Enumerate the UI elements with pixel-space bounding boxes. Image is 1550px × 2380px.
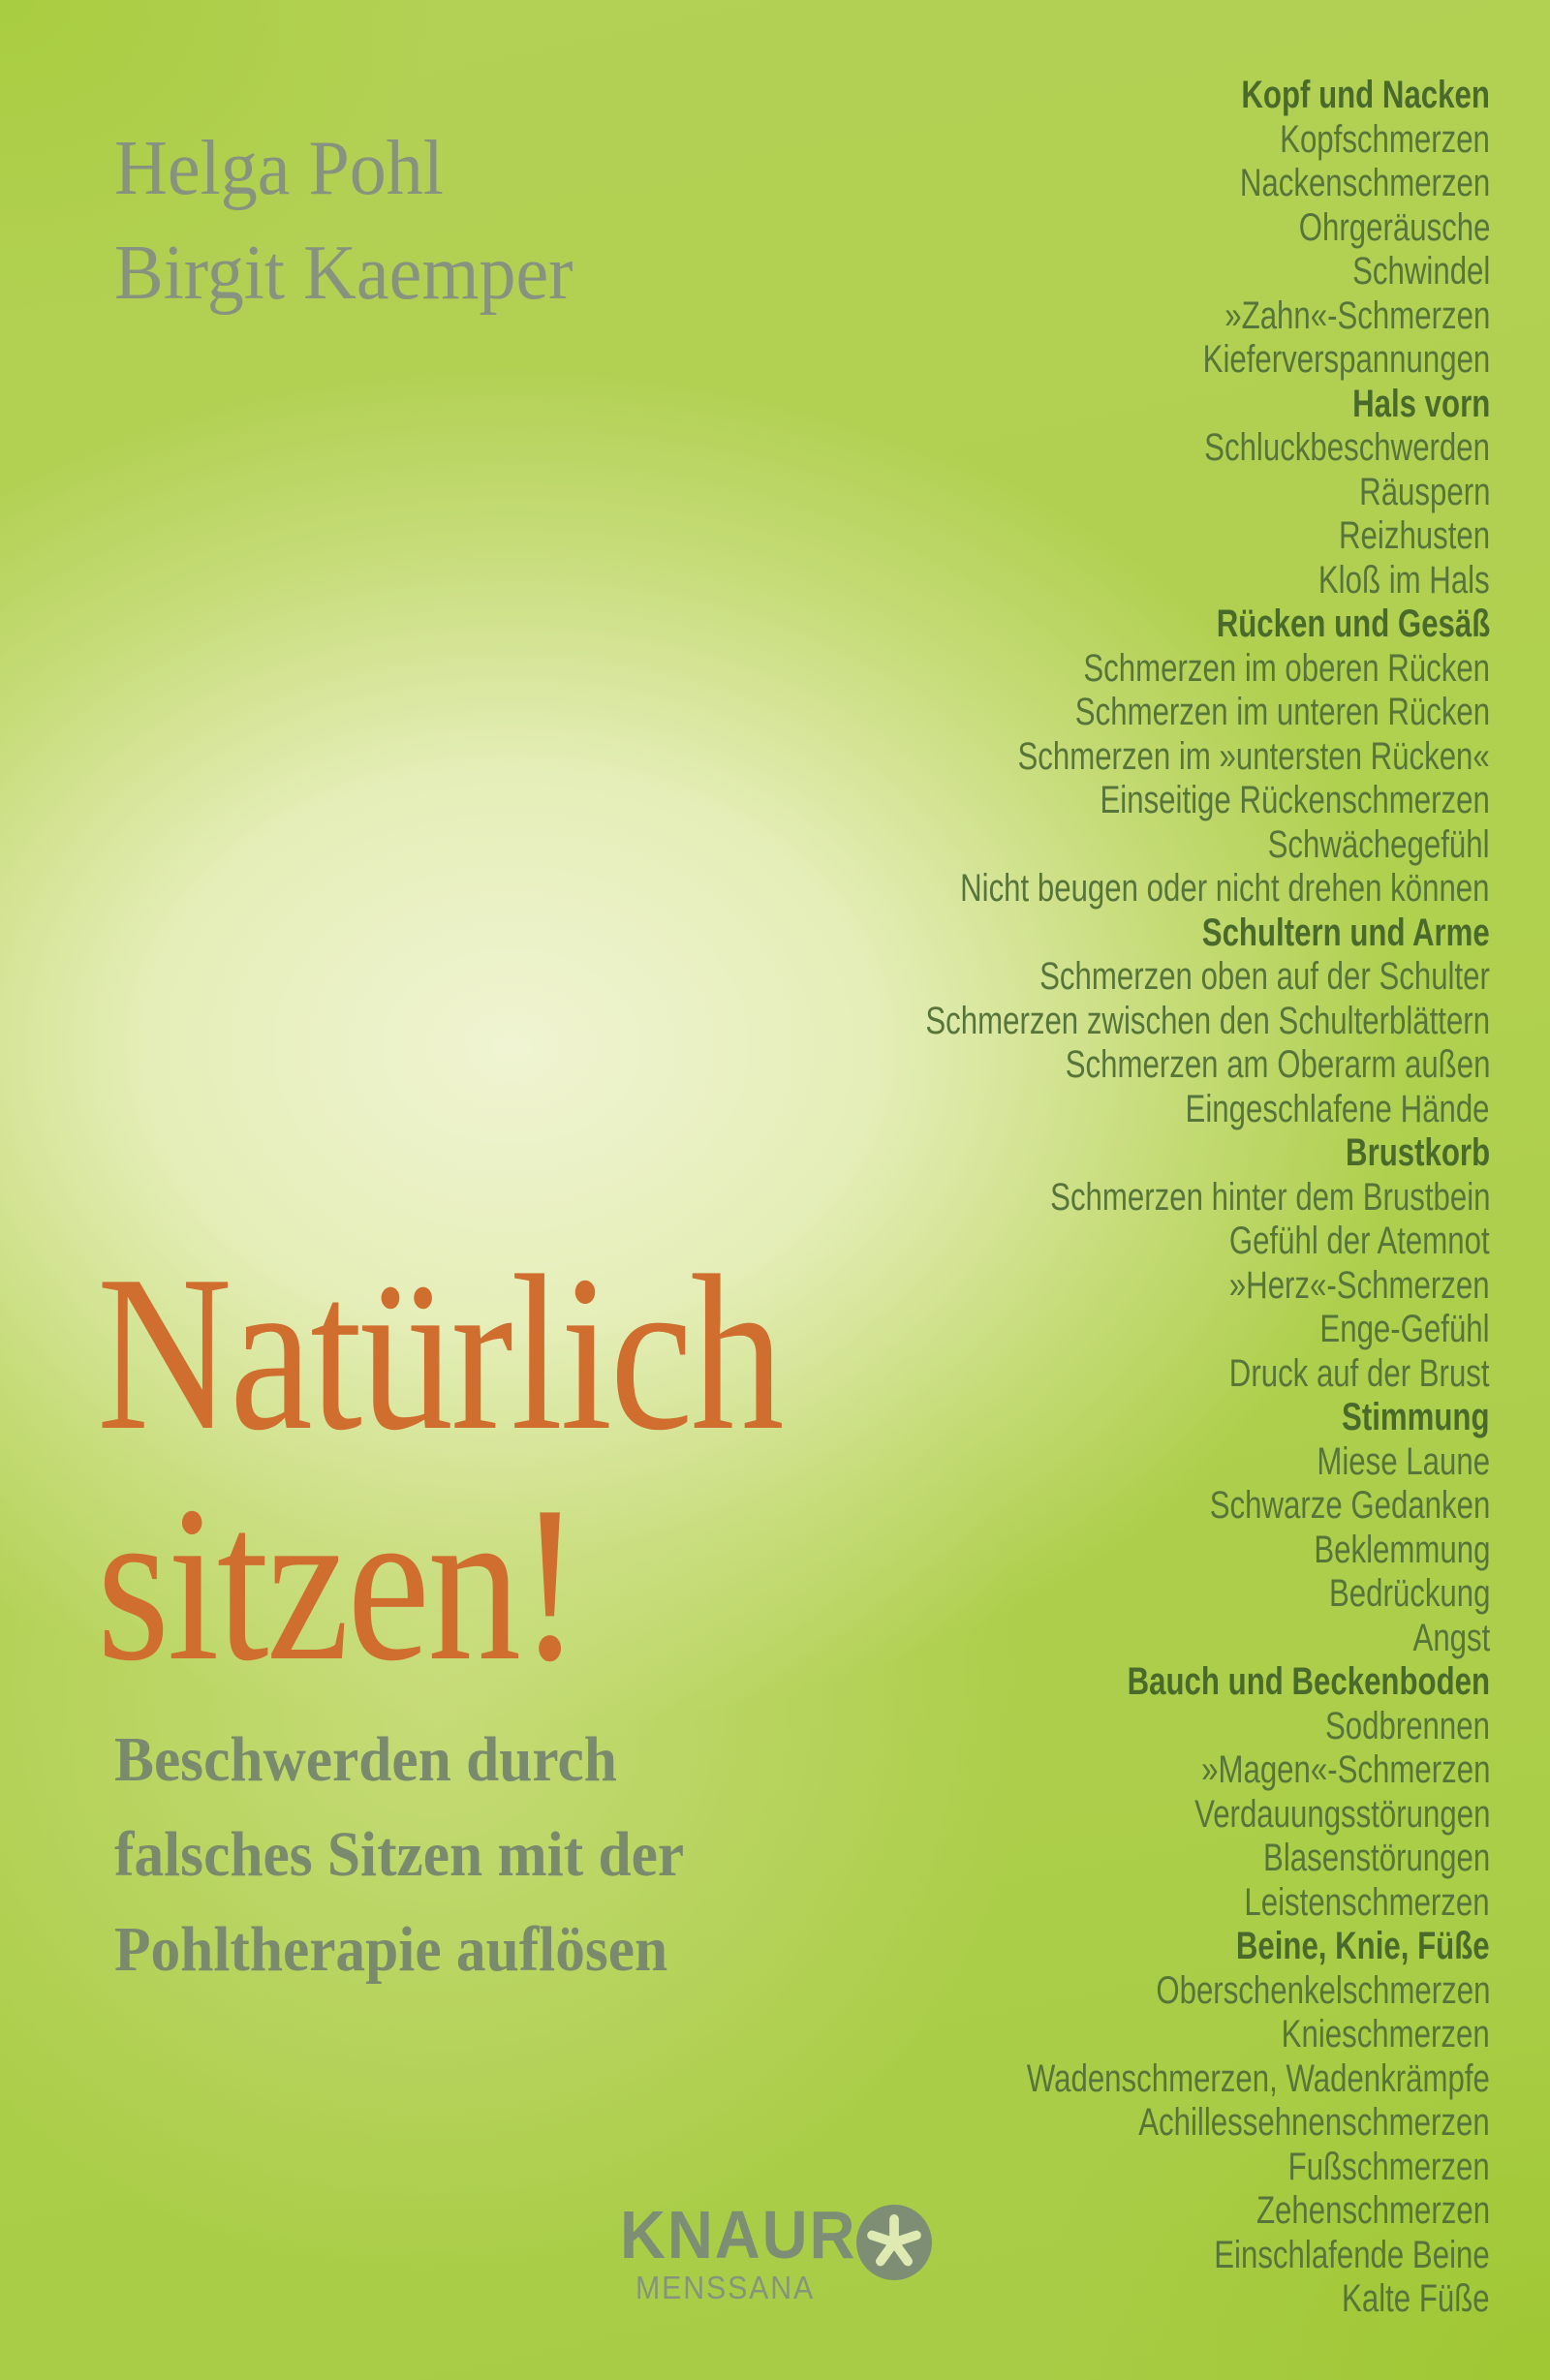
symptom-list [766, 74, 1490, 2322]
symptom-item: Oberschenkelschmerzen [1155, 1968, 1490, 2012]
publisher-imprint: MENSSANA [636, 2270, 816, 2305]
symptom-item: Schmerzen oben auf der Schulter [1039, 955, 1490, 998]
book-title-line-1: Natürlich [97, 1229, 782, 1476]
symptom-group-heading: Rücken und Gesäß [1216, 603, 1490, 645]
symptom-group-heading: Schultern und Arme [1201, 911, 1490, 954]
symptom-item: Nackenschmerzen [1239, 162, 1490, 204]
symptom-item: Kalte Füße [1342, 2277, 1490, 2320]
symptom-item: Schwächegefühl [1268, 822, 1490, 866]
symptom-group-heading: Brustkorb [1345, 1131, 1490, 1174]
symptom-item: Schmerzen am Oberarm außen [1065, 1043, 1490, 1086]
symptom-group-heading: Stimmung [1342, 1396, 1490, 1438]
symptom-item: Achillessehnenschmerzen [1138, 2101, 1490, 2144]
symptom-item: Sodbrennen [1324, 1704, 1490, 1747]
symptom-item: Beklemmung [1313, 1528, 1490, 1571]
symptom-item: »Magen«-Schmerzen [1200, 1748, 1490, 1791]
symptom-item: Räuspern [1358, 470, 1490, 513]
symptom-item: Angst [1412, 1616, 1490, 1659]
book-subtitle-line-3: Pohltherapie auflösen [114, 1914, 668, 1985]
book-subtitle-line-1: Beschwerden durch [114, 1724, 617, 1795]
symptom-item: Einseitige Rückenschmerzen [1100, 779, 1490, 821]
asterisk-star-icon [856, 2205, 932, 2280]
symptom-item: Ohrgeräusche [1298, 205, 1490, 249]
symptom-item: »Zahn«-Schmerzen [1224, 294, 1490, 337]
symptom-item: Druck auf der Brust [1229, 1351, 1490, 1395]
symptom-item: Leistenschmerzen [1244, 1880, 1490, 1924]
symptom-item: Miese Laune [1317, 1439, 1490, 1483]
symptom-item: Blasenstörungen [1262, 1837, 1490, 1879]
book-subtitle-line-2: falsches Sitzen mit der [114, 1819, 685, 1890]
symptom-item: Kieferverspannungen [1202, 338, 1490, 381]
symptom-group-heading: Bauch und Beckenboden [1127, 1660, 1490, 1703]
symptom-item: Schwindel [1351, 250, 1490, 293]
symptom-item: Einschlafende Beine [1214, 2233, 1490, 2276]
symptom-item: Knieschmerzen [1281, 2013, 1490, 2055]
symptom-item: Kloß im Hals [1318, 558, 1490, 602]
symptom-item: Schluckbeschwerden [1204, 426, 1490, 469]
symptom-item: Eingeschlafene Hände [1186, 1087, 1490, 1130]
symptom-item: Bedrückung [1328, 1572, 1490, 1615]
book-subtitle [114, 1713, 727, 1997]
symptom-item: Fußschmerzen [1287, 2145, 1490, 2188]
symptom-item: Schmerzen zwischen den Schulterblättern [925, 999, 1490, 1042]
author-name-2: Birgit Kaemper [114, 231, 574, 316]
symptom-group-heading: Beine, Knie, Füße [1236, 1925, 1490, 1967]
symptom-item: Schmerzen im unteren Rücken [1074, 691, 1490, 733]
symptom-item: Schwarze Gedanken [1209, 1484, 1490, 1527]
symptom-item: Nicht beugen oder nicht drehen können [960, 867, 1490, 910]
symptom-item: Enge-Gefühl [1319, 1308, 1490, 1350]
author-names [114, 116, 597, 325]
book-title-line-2: sitzen! [97, 1460, 579, 1707]
symptom-item: Schmerzen im »untersten Rücken« [1017, 734, 1490, 778]
publisher-name: KNAUR [620, 2197, 857, 2272]
symptom-item: Schmerzen im oberen Rücken [1083, 646, 1490, 690]
symptom-item: Zehenschmerzen [1256, 2189, 1490, 2232]
symptom-item: Verdauungsstörungen [1194, 1792, 1490, 1836]
book-title [97, 1229, 913, 1707]
symptom-item: Gefühl der Atemnot [1229, 1220, 1490, 1262]
symptom-item: Schmerzen hinter dem Brustbein [1049, 1175, 1490, 1219]
symptom-group-heading: Hals vorn [1351, 382, 1490, 425]
symptom-item: Kopfschmerzen [1280, 117, 1490, 161]
symptom-item: Wadenschmerzen, Wadenkrämpfe [1026, 2056, 1490, 2100]
author-name-1: Helga Pohl [114, 126, 444, 211]
symptom-group-heading: Kopf und Nacken [1241, 74, 1490, 116]
symptom-item: Reizhusten [1338, 514, 1490, 557]
symptom-item: »Herz«-Schmerzen [1229, 1263, 1490, 1307]
